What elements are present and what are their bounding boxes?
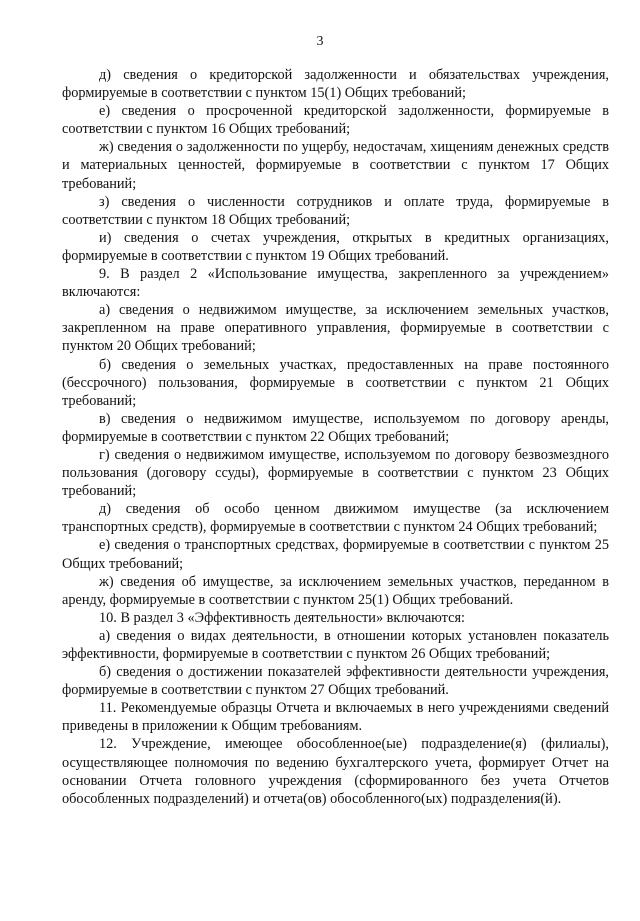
paragraph-8z: з) сведения о численности сотрудников и оплате труда, формируемые в соответствии с пунктом 18 Общих требований;: [62, 193, 609, 228]
paragraph-9e: е) сведения о транспортных средствах, формируемые в соответствии с пунктом 25 Общих требований;: [62, 537, 609, 572]
paragraph-9b: б) сведения о земельных участках, предоставленных на праве постоянного (бессрочного) пользования, формируемые в соответствии с пунктом 21 Общих требований;: [62, 356, 609, 409]
paragraph-9a: а) сведения о недвижимом имуществе, за исключением земельных участков, закрепленном на праве оперативного управления, формируемые в соответствии с пунктом 20 Общих требований;: [62, 302, 609, 355]
page-number: 3: [316, 34, 324, 49]
paragraph-9zh: ж) сведения об имуществе, за исключением земельных участков, переданном в аренду, формируемые в соответствии с пунктом 25(1) Общих требований.: [62, 573, 609, 608]
paragraph-9: 9. В раздел 2 «Использование имущества, закрепленного за учреждением» включаются:: [62, 266, 609, 301]
paragraph-8d: д) сведения о кредиторской задолженности и обязательствах учреждения, формируемые в соответствии с пунктом 15(1) Общих требований;: [62, 67, 609, 102]
paragraph-11: 11. Рекомендуемые образцы Отчета и включаемых в него учреждениями сведений приведены в приложении к Общим требованиям.: [62, 700, 609, 735]
paragraph-10a: а) сведения о видах деятельности, в отношении которых установлен показатель эффективности, формируемые в соответствии с пунктом 26 Общих требований;: [62, 627, 609, 662]
paragraph-8zh: ж) сведения о задолженности по ущербу, недостачам, хищениям денежных средств и материальных ценностей, формируемые в соответствии с пунктом 17 Общих требований;: [62, 139, 609, 192]
paragraph-12: 12. Учреждение, имеющее обособленное(ые) подразделение(я) (филиалы), осуществляющее полномочия по ведению бухгалтерского учета, формирует Отчет на основании Отчета головного учреждения (сформированного без учета Отчетов обособленных подразделений) и отчета(ов) обособленного(ых) подразделения(й).: [62, 736, 609, 807]
paragraph-8e: е) сведения о просроченной кредиторской задолженности, формируемые в соответствии с пунктом 16 Общих требований;: [62, 103, 609, 138]
paragraph-8i: и) сведения о счетах учреждения, открытых в кредитных организациях, формируемые в соответствии с пунктом 19 Общих требований.: [62, 229, 609, 264]
paragraph-9v: в) сведения о недвижимом имуществе, используемом по договору аренды, формируемые в соответствии с пунктом 22 Общих требований;: [62, 410, 609, 445]
paragraph-9g: г) сведения о недвижимом имуществе, используемом по договору безвозмездного пользования (договору ссуды), формируемые в соответствии с пунктом 23 Общих требований;: [62, 446, 609, 500]
paragraph-9d: д) сведения об особо ценном движимом имуществе (за исключением транспортных средств), формируемые в соответствии с пунктом 24 Общих требований;: [62, 501, 609, 536]
paragraph-10: 10. В раздел 3 «Эффективность деятельности» включаются:: [99, 609, 465, 626]
document-body: [62, 66, 609, 808]
paragraph-10b: б) сведения о достижении показателей эффективности деятельности учреждения, формируемые в соответствии с пунктом 27 Общих требований.: [62, 664, 609, 699]
